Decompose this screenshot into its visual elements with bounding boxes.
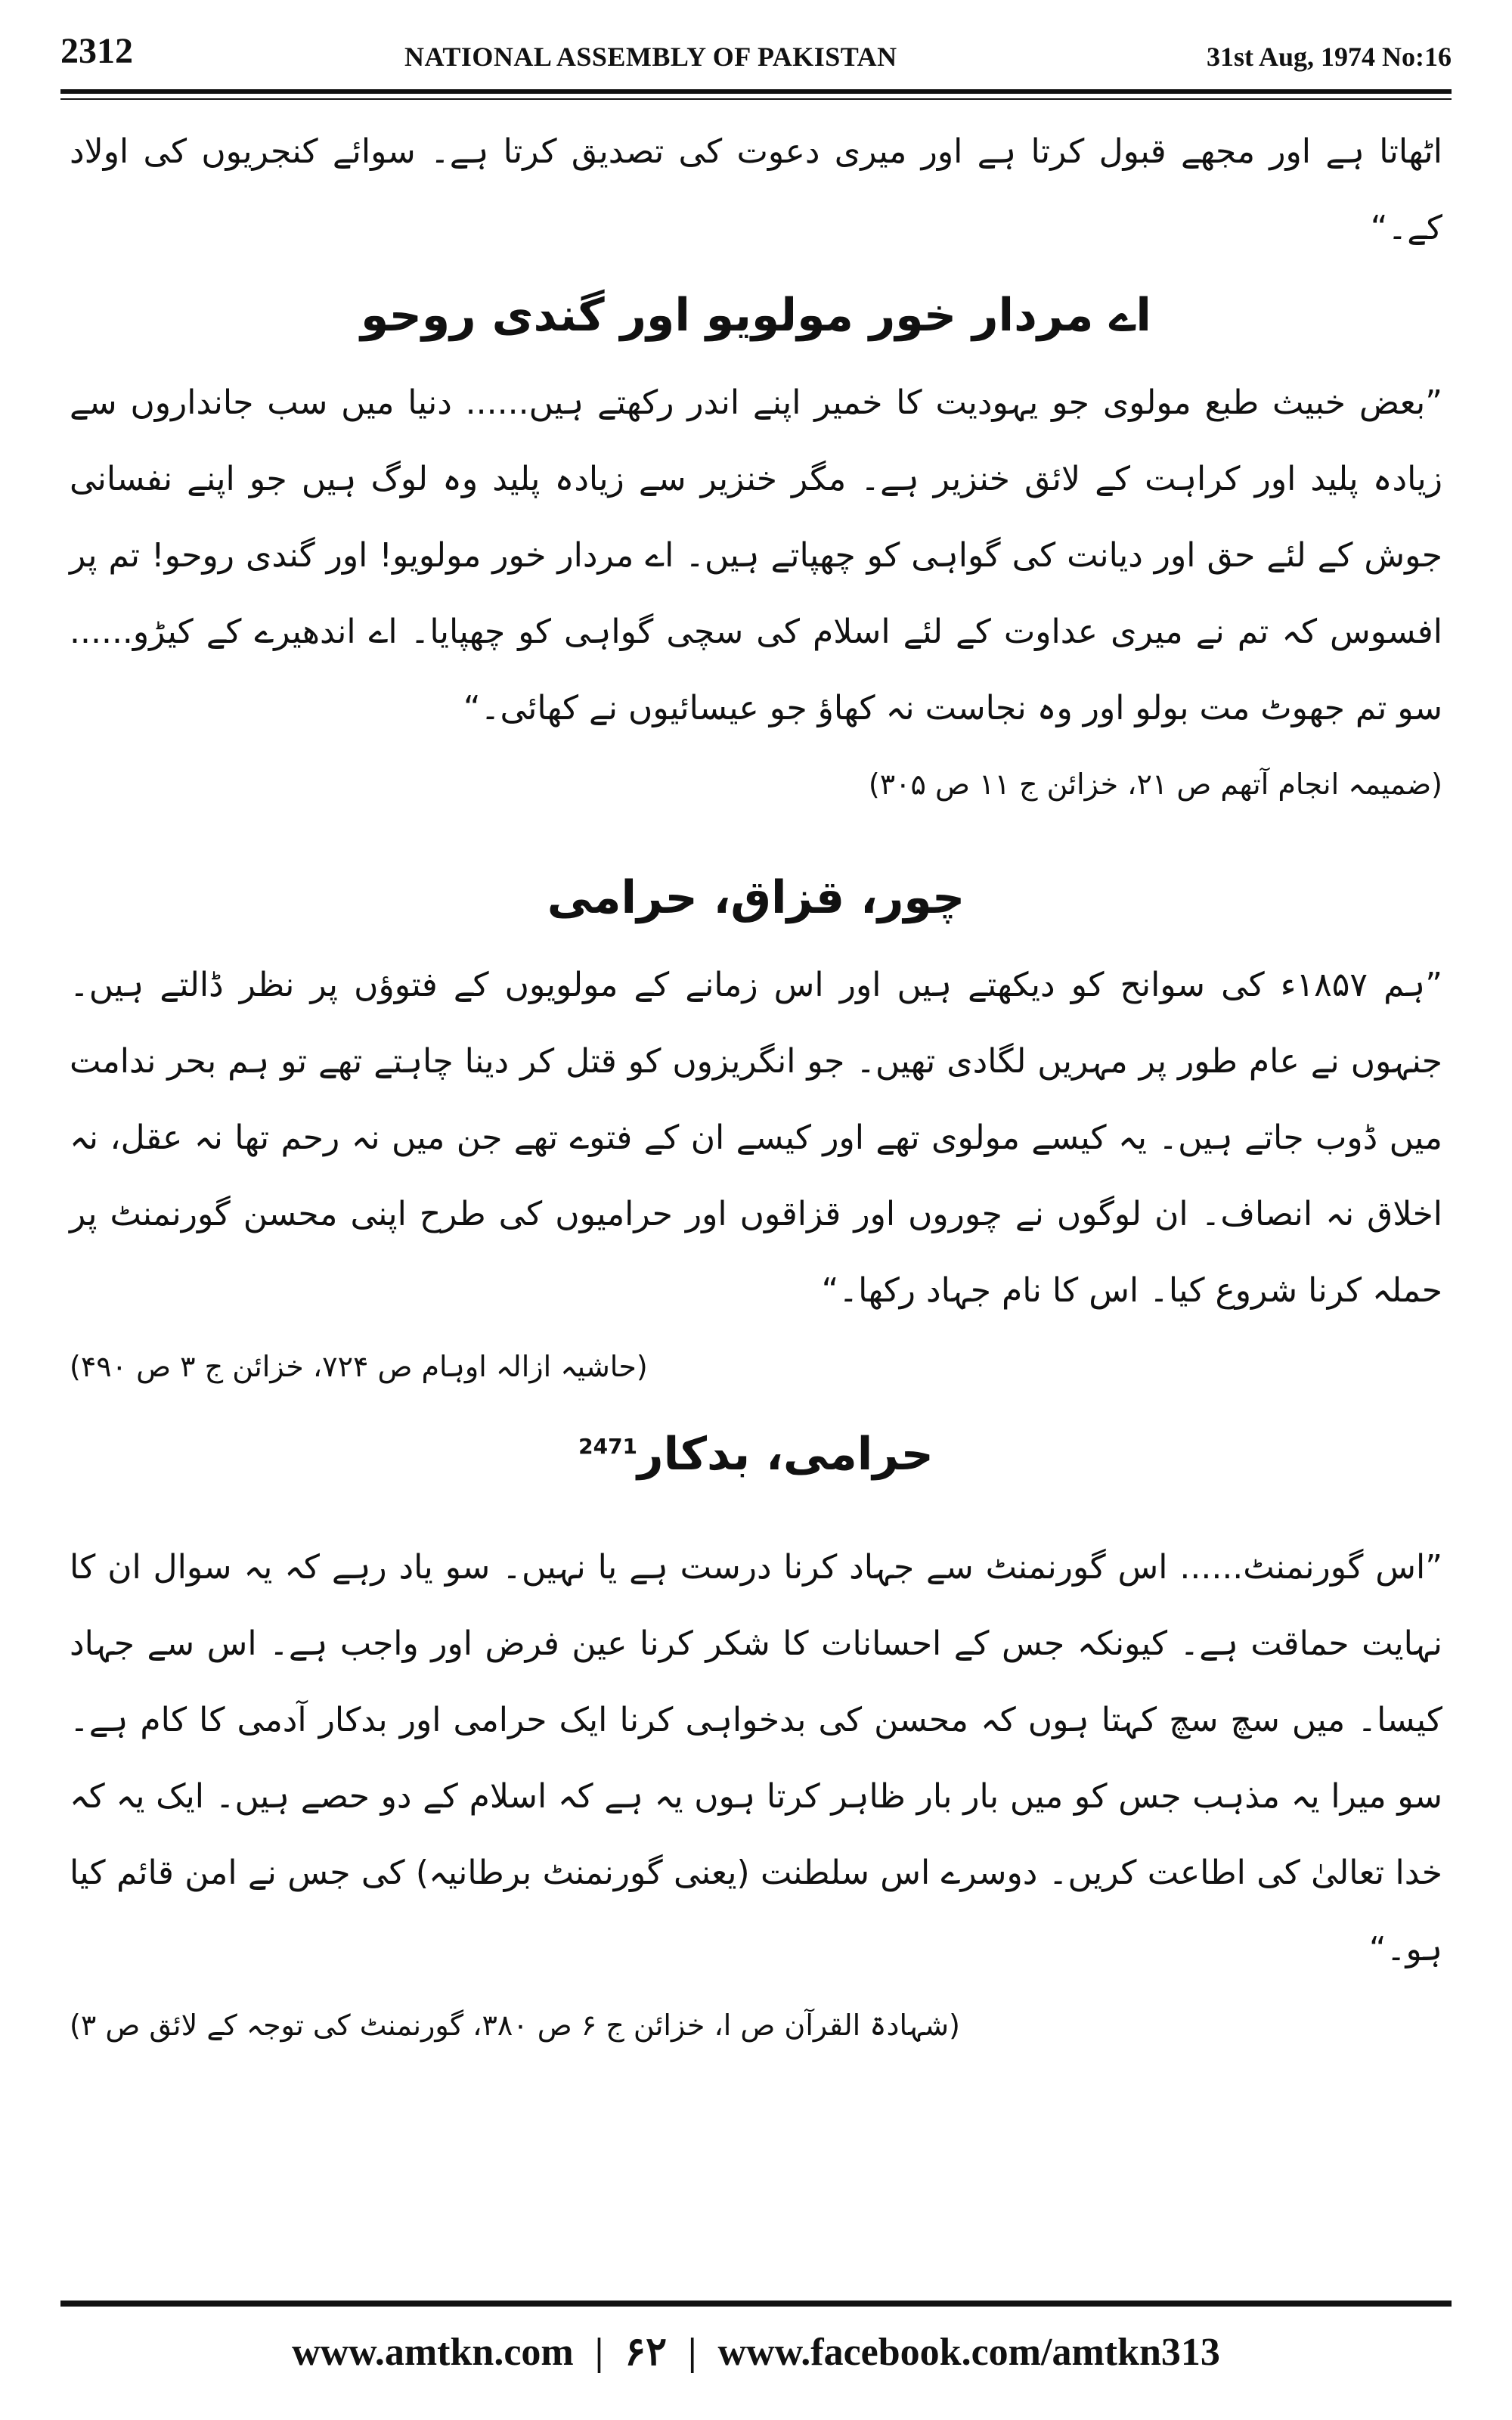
quote-paragraph-2: ”ہم ۱۸۵۷ء کی سوانح کو دیکھتے ہیں اور اس زمانے کے مولویوں کے فتوؤں پر نظر ڈالتے ہیں۔ جنہوں نے عام طور پر مہریں لگادی تھیں۔ جو انگریزوں کو قتل کر دینا چاہتے تھے تو ہم بحر ندامت میں ڈوب جاتے ہیں۔ یہ کیسے مولوی تھے اور کیسے ان کے فتوے تھے جن میں نہ رحم تھا نہ عقل، نہ اخلاق نہ انصاف۔ ان لوگوں نے چوروں اور قزاقوں اور حرامیوں کی طرح اپنی محسن گورنمنٹ پر حملہ کرنا شروع کیا۔ اس کا نام جہاد رکھا۔“ (70, 966, 1442, 1310)
footer-rule (60, 2301, 1452, 2307)
header-rule-thin (60, 98, 1452, 100)
page-footer (60, 2322, 1452, 2382)
header-rule-thick (60, 89, 1452, 94)
footer-facebook-link[interactable]: www.facebook.com/amtkn313 (717, 2330, 1220, 2374)
quote-paragraph-3: ”اس گورنمنٹ...... اس گورنمنٹ سے جہاد کرنا درست ہے یا نہیں۔ سو یاد رہے کہ یہ سوال ان کا نہایت حماقت ہے۔ کیونکہ جس کے احسانات کا شکر کرنا عین فرض اور واجب ہے۔ اس سے جہاد کیسا۔ میں سچ سچ کہتا ہوں کہ محسن کی بدخواہی کرنا ایک حرامی اور بدکار آدمی کا کام ہے۔ سو میرا یہ مذہب جس کو میں بار بار ظاہر کرتا ہوں یہ ہے کہ اسلام کے دو حصے ہیں۔ ایک یہ کہ خدا تعالیٰ کی اطاعت کریں۔ دوسرے اس سلطنت (یعنی گورنمنٹ برطانیہ) کی جس نے امن قائم کیا ہو۔“ (70, 1548, 1442, 1969)
section-heading-3 (70, 1405, 1442, 1503)
citation-3: (شہادۃ القرآن ص ا، خزائن ج ۶ ص ۳۸۰، گورنمنٹ کی توجہ کے لائق ص ۳) (70, 2009, 960, 2042)
header-title: NATIONAL ASSEMBLY OF PAKISTAN (404, 42, 897, 72)
page-header (60, 30, 1452, 91)
page-content (70, 113, 1442, 2246)
footer-separator: | (688, 2330, 697, 2374)
footer-website-link[interactable]: www.amtkn.com (292, 2330, 574, 2374)
lead-paragraph: اٹھاتا ہے اور مجھے قبول کرتا ہے اور میری دعوت کی تصدیق کرتا ہے۔ سوائے کنجریوں کی اولاد کے۔“ (70, 132, 1442, 247)
citation-2: (حاشیہ ازالہ اوہام ص ۷۲۴، خزائن ج ۳ ص ۴۹۰) (70, 1350, 648, 1383)
section-heading-2: چور، قزاق، حرامی (547, 871, 965, 924)
heading-3-text: حرامی، بدکار (637, 1428, 934, 1481)
page-number: 2312 (60, 31, 133, 71)
citation-1: (ضمیمہ انجام آتھم ص ۲۱، خزائن ج ۱۱ ص ۳۰۵) (868, 768, 1442, 801)
footer-page-number: ۶۲ (624, 2331, 668, 2374)
section-heading-1: اے مردار خور مولویو اور گندی روحو (360, 289, 1151, 342)
quote-paragraph-1: ”بعض خبیث طبع مولوی جو یہودیت کا خمیر اپنے اندر رکھتے ہیں...... دنیا میں سب جانداروں سے زیادہ پلید اور کراہت کے لائق خنزیر ہے۔ مگر خنزیر سے زیادہ پلید وہ لوگ ہیں جو اپنے نفسانی جوش کے لئے حق اور دیانت کی گواہی کو چھپاتے ہیں۔ اے مردار خور مولویو! اور گندی روحو! تم پر افسوس کہ تم نے میری عداوت کے لئے اسلام کی سچی گواہی کو چھپایا۔ اے اندھیرے کے کیڑو...... سو تم جھوٹ مت بولو اور وہ نجاست نہ کھاؤ جو عیسائیوں نے کھائی۔“ (70, 383, 1442, 728)
footnote-mark: 2471 (578, 1434, 638, 1459)
footer-separator: | (594, 2330, 604, 2374)
header-date: 31st Aug, 1974 No:16 (1206, 42, 1452, 72)
